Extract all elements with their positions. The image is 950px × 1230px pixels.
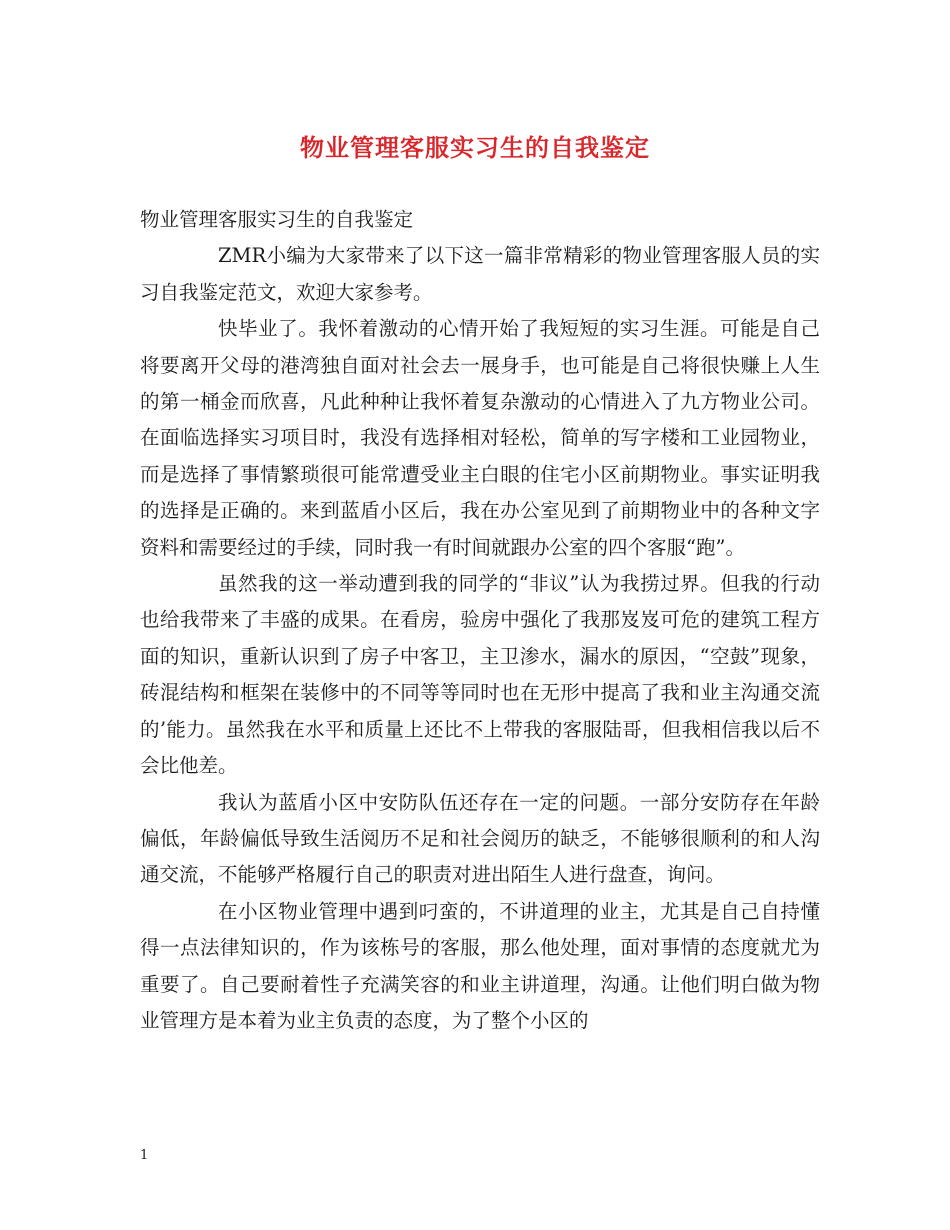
document-subtitle: 物业管理客服实习生的自我鉴定 — [140, 208, 414, 231]
paragraph-results: 虽然我的这一举动遭到我的同学的“非议”认为我捞过界。但我的行动也给我带来了丰盛的成果。在看房，验房中强化了我那岌岌可危的建筑工程方面的知识，重新认识到了房子中客卫，主卫渗水，漏水的原因，“空鼓”现象，砖混结构和框架在装修中的不同等等同时也在无形中提高了我和业主沟通交流的’能力。虽然我在水平和质量上还比不上带我的客服陆哥，但我相信我以后不会比他差。 — [140, 572, 820, 778]
paragraph-security-team: 我认为蓝盾小区中安防队伍还存在一定的问题。一部分安防存在年龄偏低，年龄偏低导致生活阅历不足和社会阅历的缺乏，不能够很顺利的和人沟通交流，不能够严格履行自己的职责对进出陌生人进行盘查，询问。 — [140, 790, 820, 887]
paragraph-intro: ZMR小编为大家带来了以下这一篇非常精彩的物业管理客服人员的实习自我鉴定范文，欢迎大家参考。 — [140, 244, 820, 304]
document-body — [140, 202, 820, 1039]
page-number: 1 — [140, 1148, 149, 1163]
paragraph-internship-start: 快毕业了。我怀着激动的心情开始了我短短的实习生涯。可能是自己将要离开父母的港湾独自面对社会去一展身手，也可能是自己将很快赚上人生的第一桶金而欣喜，凡此种种让我怀着复杂激动的心情进入了九方物业公司。在面临选择实习项目时，我没有选择相对轻松，简单的写字楼和工业园物业，而是选择了事情繁琐很可能常遭受业主白眼的住宅小区前期物业。事实证明我的选择是正确的。来到蓝盾小区后，我在办公室见到了前期物业中的各种文字资料和需要经过的手续，同时我一有时间就跟办公室的四个客服“跑”。 — [140, 317, 820, 559]
document-title: 物业管理客服实习生的自我鉴定 — [300, 133, 650, 162]
paragraph-difficult-owners: 在小区物业管理中遇到叼蛮的，不讲道理的业主，尤其是自己自持懂得一点法律知识的，作为该栋号的客服，那么他处理，面对事情的态度就尤为重要了。自己要耐着性子充满笑容的和业主讲道理，沟通。让他们明白做为物业管理方是本着为业主负责的态度，为了整个小区的 — [140, 899, 820, 1032]
